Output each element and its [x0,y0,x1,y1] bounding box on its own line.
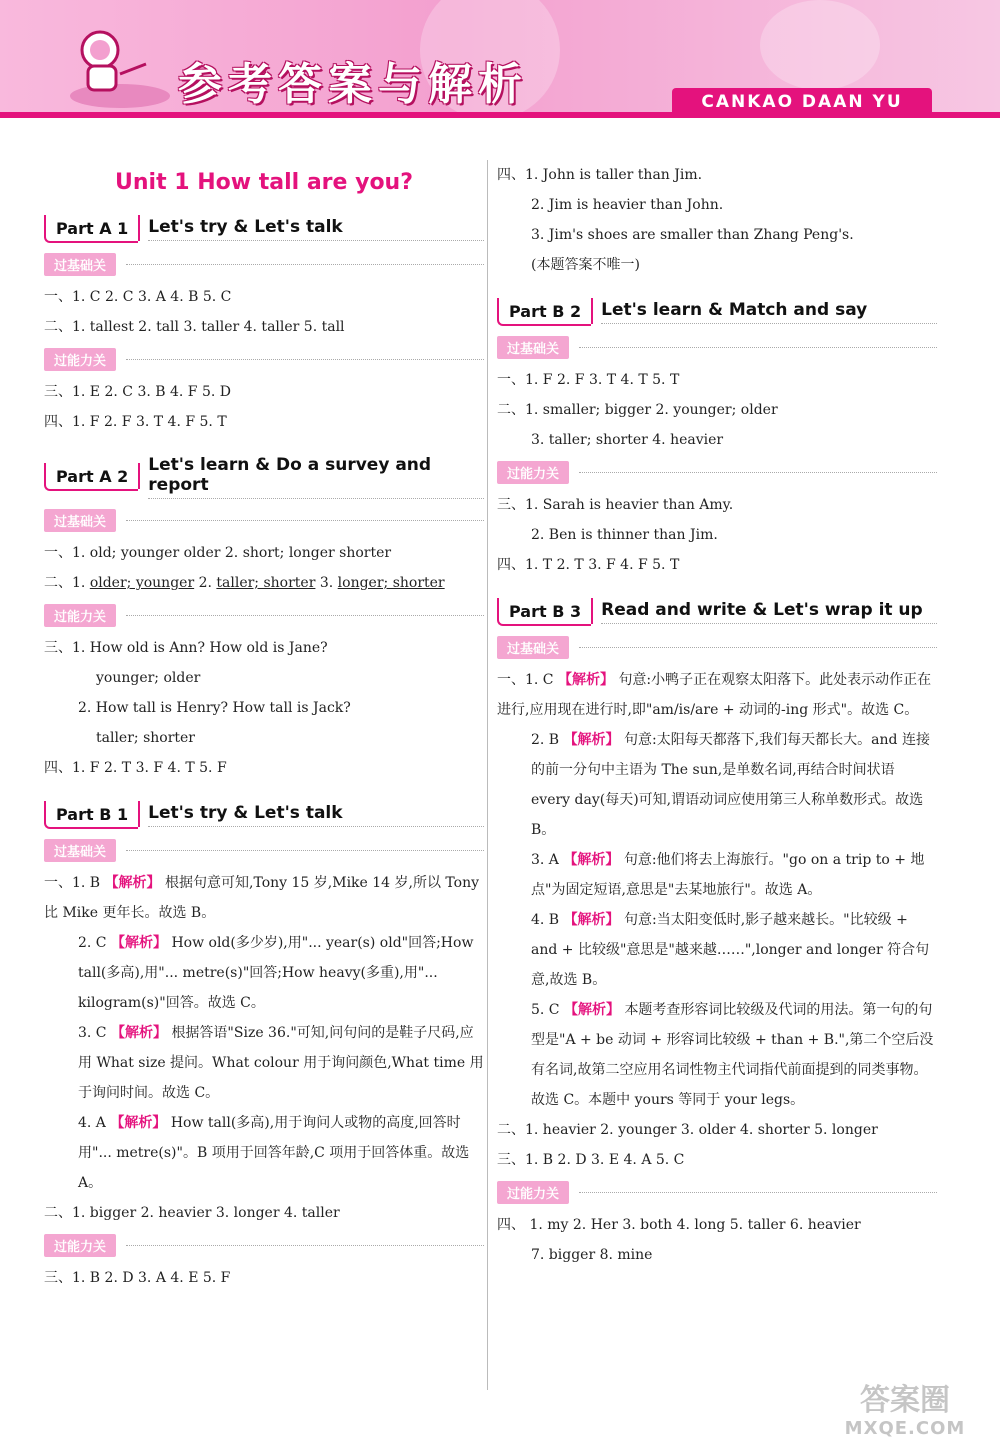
answer-line: 三、1. B 2. D 3. A 4. E 5. F [44,1270,231,1286]
part-badge: Part A 1 [44,215,138,243]
level-basic [44,509,484,532]
answer-line: (本题答案不唯一) [531,257,640,273]
answer-line: taller; shorter [96,730,195,746]
watermark-logo: 答案圈 MXQE.COM [844,1383,966,1439]
level-ability [44,1234,484,1257]
header-stripe [0,112,1000,118]
answer-line: 四、 1. my 2. Her 3. both 4. long 5. taller 6. heavier [497,1217,861,1233]
level-basic [44,253,484,276]
part-title: Read and write & Let's wrap it up [601,600,937,624]
part-heading-b3 [497,598,937,626]
part-heading-b2 [497,298,937,326]
level-ability [44,348,484,371]
explanation-item: 5. C 【解析】 本题考查形容词比较级及代词的用法。第一句的句型是"A + be 动词 + 形容词比较级 + than + B.",第二个空后没有名词,故第二空应用名词性物主代词指代前面提到的同类事物。故选 C。本题中 yours 等同于 your legs。 [531,1002,934,1108]
level-tag: 过基础关 [497,636,569,659]
page-title: 参考答案与解析 [178,59,528,110]
unit-title: Unit 1 How tall are you? [115,170,413,195]
answer-line: 四、1. John is taller than Jim. [497,167,703,183]
part-heading-b1 [44,801,484,829]
astronaut-mascot-icon [60,18,170,110]
page-header [0,0,1000,140]
part-heading-a1 [44,215,484,243]
explanation-item: 4. A 【解析】 How tall(多高),用于询问人或物的高度,回答时用"... metre(s)"。B 项用于回答年龄,C 项用于回答体重。故选 A。 [78,1115,470,1191]
header-decoration [760,0,880,90]
level-tag: 过能力关 [44,348,116,371]
answer-line: 四、1. F 2. T 3. F 4. T 5. F [44,760,227,776]
answer-line: 三、1. E 2. C 3. B 4. F 5. D [44,384,231,400]
part-badge: Part B 1 [44,801,138,829]
explanation-item: 3. A 【解析】 句意:他们将去上海旅行。"go on a trip to + 地点"为固定短语,意思是"去某地旅行"。故选 A。 [531,852,925,898]
answer-line: 2. Jim is heavier than John. [531,197,724,213]
explanation-item: 2. B 【解析】 句意:太阳每天都落下,我们每天都长大。and 连接的前一分句中主语为 The sun,是单数名词,再结合时间状语 every day(每天)可知,谓语动词应使用第三人称单数形式。故选 B。 [531,732,930,838]
level-tag: 过基础关 [44,253,116,276]
explanation-item: 4. B 【解析】 句意:当太阳变低时,影子越来越长。"比较级 + and + 比较级"意思是"越来越……",longer and longer 符合句意,故选 B。 [531,912,930,988]
answer-line: 2. How tall is Henry? How tall is Jack? [78,700,351,716]
answer-line: 二、1. smaller; bigger 2. younger; older [497,402,778,418]
level-ability [497,1181,937,1204]
level-tag: 过能力关 [44,604,116,627]
level-tag: 过基础关 [497,336,569,359]
part-title: Let's try & Let's talk [148,217,484,241]
part-title: Let's learn & Do a survey and report [148,455,484,499]
left-column [44,160,484,1293]
answer-line: 四、1. T 2. T 3. F 4. F 5. T [497,557,680,573]
answer-line: younger; older [96,670,201,686]
part-title: Let's try & Let's talk [148,803,484,827]
explanation-item: 一、1. C 【解析】 句意:小鸭子正在观察太阳落下。此处表示动作正在进行,应用现在进行时,即"am/is/are + 动词的-ing 形式"。故选 C。 [497,672,932,718]
part-title: Let's learn & Match and say [601,300,937,324]
answer-line: 二、1. older; younger 2. taller; shorter 3. longer; shorter [44,575,445,591]
level-tag: 过能力关 [44,1234,116,1257]
answer-line: 一、1. C 2. C 3. A 4. B 5. C [44,289,232,305]
answer-line: 2. Ben is thinner than Jim. [531,527,718,543]
answer-line: 二、1. tallest 2. tall 3. taller 4. taller 5. tall [44,319,345,335]
answer-line: 一、1. old; younger older 2. short; longer shorter [44,545,392,561]
answer-line: 三、1. B 2. D 3. E 4. A 5. C [497,1152,685,1168]
answer-line: 三、1. How old is Ann? How old is Jane? [44,640,328,656]
level-basic [44,839,484,862]
level-ability [44,604,484,627]
explanation-item: 一、1. B 【解析】 根据句意可知,Tony 15 岁,Mike 14 岁,所以 Tony 比 Mike 更年长。故选 B。 [44,875,480,921]
level-tag: 过基础关 [44,839,116,862]
level-tag: 过能力关 [497,461,569,484]
column-divider [487,160,488,1390]
answer-line: 二、1. heavier 2. younger 3. older 4. shorter 5. longer [497,1122,878,1138]
page-subtitle: CANKAO DAAN YU JIEXI [672,88,932,116]
level-tag: 过基础关 [44,509,116,532]
level-tag: 过能力关 [497,1181,569,1204]
level-ability [497,461,937,484]
answer-line: 四、1. F 2. F 3. T 4. F 5. T [44,414,227,430]
answer-line: 3. Jim's shoes are smaller than Zhang Peng's. [531,227,854,243]
answer-line: 三、1. Sarah is heavier than Amy. [497,497,734,513]
answer-line: 3. taller; shorter 4. heavier [531,432,724,448]
part-heading-a2 [44,455,484,499]
part-badge: Part A 2 [44,463,138,491]
right-column [497,160,937,1270]
explanation-item: 2. C 【解析】 How old(多少岁),用"... year(s) old"回答;How tall(多高),用"... metre(s)"回答;How heavy(多重),用"... kilogram(s)"回答。故选 C。 [78,935,474,1011]
part-badge: Part B 3 [497,598,591,626]
answer-line: 二、1. bigger 2. heavier 3. longer 4. taller [44,1205,340,1221]
answer-line: 7. bigger 8. mine [531,1247,653,1263]
part-badge: Part B 2 [497,298,591,326]
level-basic [497,636,937,659]
level-basic [497,336,937,359]
answer-line: 一、1. F 2. F 3. T 4. T 5. T [497,372,680,388]
explanation-item: 3. C 【解析】 根据答语"Size 36."可知,问句问的是鞋子尺码,应用 What size 提问。What colour 用于询问颜色,What time 用于询问时间。故选 C。 [78,1025,484,1101]
